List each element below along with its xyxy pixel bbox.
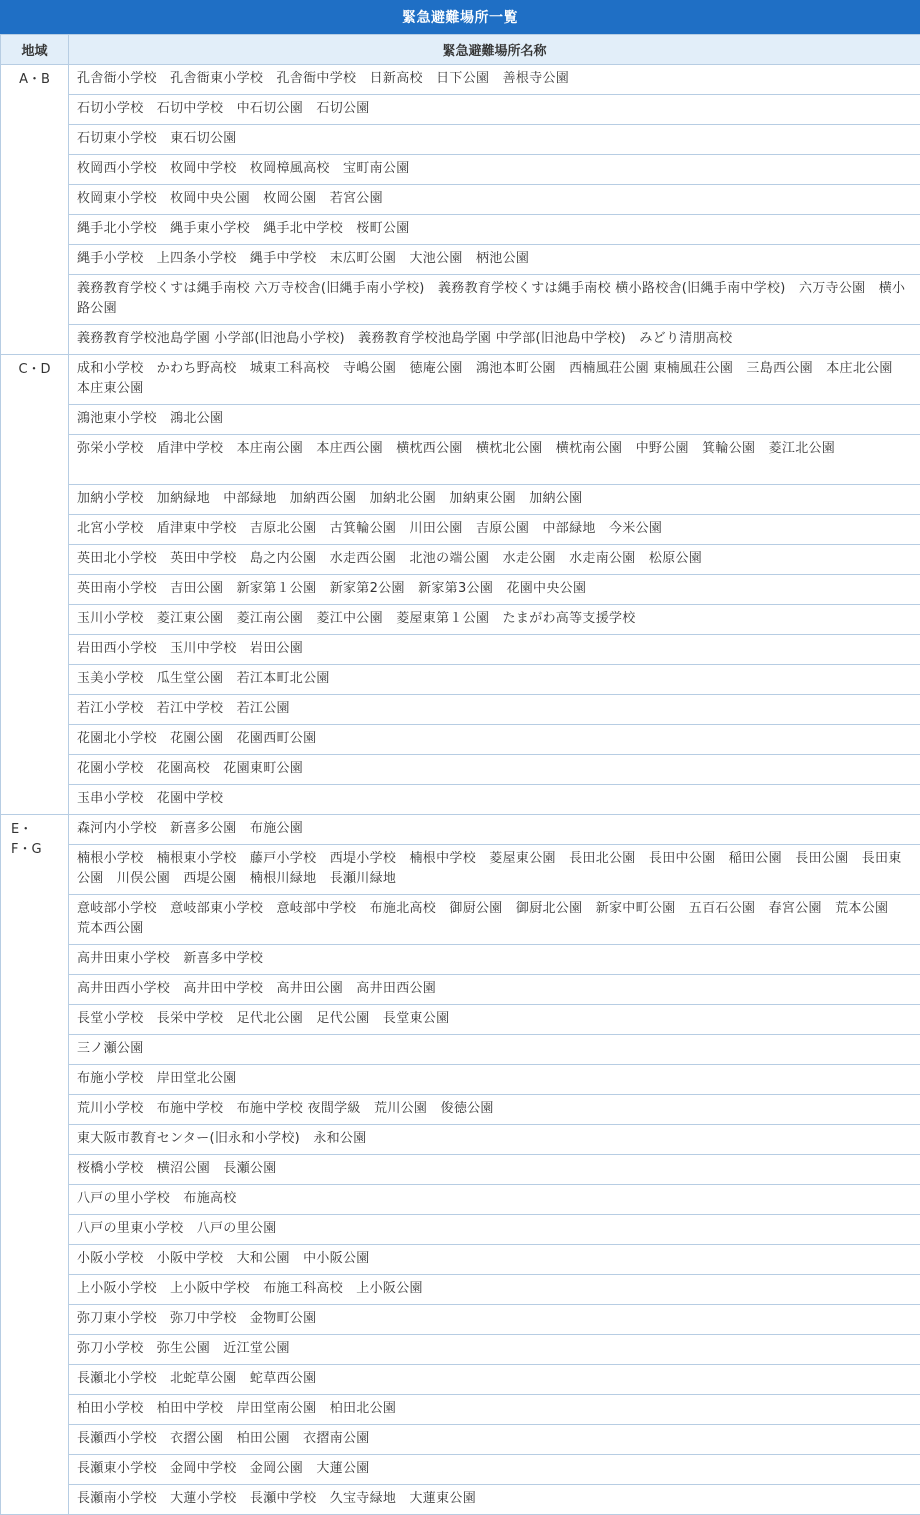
table-header-row <box>1 35 920 65</box>
site-list-cell: 加納小学校 加納緑地 中部緑地 加納西公園 加納北公園 加納東公園 加納公園 <box>69 485 920 515</box>
table-row <box>1 815 920 845</box>
site-list-cell: 成和小学校 かわち野高校 城東工科高校 寺嶋公園 徳庵公園 鴻池本町公園 西楠風荘公園 東楠風荘公園 三島西公園 本庄北公園 本庄東公園 <box>69 355 920 405</box>
site-list-cell: 柏田小学校 柏田中学校 岸田堂南公園 柏田北公園 <box>69 1395 920 1425</box>
site-list-cell: 弥刀小学校 弥生公園 近江堂公園 <box>69 1335 920 1365</box>
table-row <box>1 1125 920 1155</box>
site-list-cell: 花園小学校 花園高校 花園東町公園 <box>69 755 920 785</box>
table-row <box>1 325 920 355</box>
site-list-cell: 東大阪市教育センター(旧永和小学校) 永和公園 <box>69 1125 920 1155</box>
site-list-cell: 玉川小学校 菱江東公園 菱江南公園 菱江中公園 菱屋東第１公園 たまがわ高等支援学校 <box>69 605 920 635</box>
table-row <box>1 895 920 945</box>
table-row <box>1 1305 920 1335</box>
site-list-cell: 若江小学校 若江中学校 若江公園 <box>69 695 920 725</box>
site-list-cell: 弥刀東小学校 弥刀中学校 金物町公園 <box>69 1305 920 1335</box>
site-list-cell: 義務教育学校池島学園 小学部(旧池島小学校) 義務教育学校池島学園 中学部(旧池島中学校) みどり清朋高校 <box>69 325 920 355</box>
table-row <box>1 1095 920 1125</box>
site-list-cell: 上小阪小学校 上小阪中学校 布施工科高校 上小阪公園 <box>69 1275 920 1305</box>
table-row <box>1 725 920 755</box>
site-list-cell: 長瀬東小学校 金岡中学校 金岡公園 大蓮公園 <box>69 1455 920 1485</box>
site-list-cell: 長堂小学校 長栄中学校 足代北公園 足代公園 長堂東公園 <box>69 1005 920 1035</box>
site-list-cell: 枚岡西小学校 枚岡中学校 枚岡樟風高校 宝町南公園 <box>69 155 920 185</box>
site-list-cell: 縄手北小学校 縄手東小学校 縄手北中学校 桜町公園 <box>69 215 920 245</box>
site-list-cell: 石切小学校 石切中学校 中石切公園 石切公園 <box>69 95 920 125</box>
site-list-cell: 縄手小学校 上四条小学校 縄手中学校 末広町公園 大池公園 柄池公園 <box>69 245 920 275</box>
site-list-cell: 英田南小学校 吉田公園 新家第１公園 新家第2公園 新家第3公園 花園中央公園 <box>69 575 920 605</box>
table-row <box>1 435 920 485</box>
site-list-cell: 桜橋小学校 横沼公園 長瀬公園 <box>69 1155 920 1185</box>
table-row <box>1 1005 920 1035</box>
table-row <box>1 785 920 815</box>
table-row <box>1 1035 920 1065</box>
site-list-cell: 義務教育学校くすは縄手南校 六万寺校舎(旧縄手南小学校) 義務教育学校くすは縄手南校 横小路校舎(旧縄手南中学校) 六万寺公園 横小路公園 <box>69 275 920 325</box>
table-row <box>1 1395 920 1425</box>
site-list-cell: 長瀬南小学校 大蓮小学校 長瀬中学校 久宝寺緑地 大蓮東公園 <box>69 1485 920 1515</box>
table-row <box>1 65 920 95</box>
table-title: 緊急避難場所一覧 <box>0 0 920 34</box>
site-list-cell: 岩田西小学校 玉川中学校 岩田公園 <box>69 635 920 665</box>
table-row <box>1 605 920 635</box>
site-list-cell: 鴻池東小学校 鴻北公園 <box>69 405 920 435</box>
area-cell <box>1 355 69 815</box>
site-list-cell: 三ノ瀬公園 <box>69 1035 920 1065</box>
table-row <box>1 1155 920 1185</box>
table-row <box>1 945 920 975</box>
site-list-cell: 意岐部小学校 意岐部東小学校 意岐部中学校 布施北高校 御厨公園 御厨北公園 新家中町公園 五百石公園 春宮公園 荒本公園 荒本西公園 <box>69 895 920 945</box>
site-list-cell: 孔舎衙小学校 孔舎衙東小学校 孔舎衙中学校 日新高校 日下公園 善根寺公園 <box>69 65 920 95</box>
area-label: C・D <box>5 360 64 380</box>
table-row <box>1 155 920 185</box>
site-list-cell: 高井田西小学校 高井田中学校 高井田公園 高井田西公園 <box>69 975 920 1005</box>
table-row <box>1 845 920 895</box>
table-row <box>1 635 920 665</box>
site-list-cell: 玉美小学校 瓜生堂公園 若江本町北公園 <box>69 665 920 695</box>
area-label-line2: F・G <box>11 840 64 860</box>
table-row <box>1 1455 920 1485</box>
site-list-cell: 枚岡東小学校 枚岡中央公園 枚岡公園 若宮公園 <box>69 185 920 215</box>
site-list-cell: 小阪小学校 小阪中学校 大和公園 中小阪公園 <box>69 1245 920 1275</box>
area-cell <box>1 65 69 355</box>
table-row <box>1 1185 920 1215</box>
evacuation-site-table <box>0 34 920 1515</box>
table-row <box>1 545 920 575</box>
table-row <box>1 95 920 125</box>
table-row <box>1 1485 920 1515</box>
site-list-cell: 布施小学校 岸田堂北公園 <box>69 1065 920 1095</box>
site-list-cell: 花園北小学校 花園公園 花園西町公園 <box>69 725 920 755</box>
site-list-cell: 弥栄小学校 盾津中学校 本庄南公園 本庄西公園 横枕西公園 横枕北公園 横枕南公園 中野公園 箕輪公園 菱江北公園 <box>69 435 920 485</box>
site-list-cell: 玉串小学校 花園中学校 <box>69 785 920 815</box>
site-list-cell: 長瀬北小学校 北蛇草公園 蛇草西公園 <box>69 1365 920 1395</box>
site-list-cell: 森河内小学校 新喜多公園 布施公園 <box>69 815 920 845</box>
table-row <box>1 1425 920 1455</box>
table-row <box>1 275 920 325</box>
site-list-cell: 荒川小学校 布施中学校 布施中学校 夜間学級 荒川公園 俊徳公園 <box>69 1095 920 1125</box>
site-list-cell: 高井田東小学校 新喜多中学校 <box>69 945 920 975</box>
table-row <box>1 1065 920 1095</box>
site-list-cell: 八戸の里小学校 布施高校 <box>69 1185 920 1215</box>
table-row <box>1 1215 920 1245</box>
table-row <box>1 975 920 1005</box>
table-row <box>1 515 920 545</box>
table-row <box>1 1365 920 1395</box>
site-list-cell: 楠根小学校 楠根東小学校 藤戸小学校 西堤小学校 楠根中学校 菱屋東公園 長田北公園 長田中公園 稲田公園 長田公園 長田東公園 川俣公園 西堤公園 楠根川緑地 長瀬川緑地 <box>69 845 920 895</box>
area-label: A・B <box>5 70 64 90</box>
table-row <box>1 695 920 725</box>
table-row <box>1 1335 920 1365</box>
site-list-cell: 北宮小学校 盾津東中学校 吉原北公園 古箕輪公園 川田公園 吉原公園 中部緑地 今米公園 <box>69 515 920 545</box>
table-row <box>1 575 920 605</box>
table-row <box>1 1245 920 1275</box>
table-row <box>1 355 920 405</box>
site-list-cell: 英田北小学校 英田中学校 島之内公園 水走西公園 北池の端公園 水走公園 水走南公園 松原公園 <box>69 545 920 575</box>
header-area: 地域 <box>1 35 69 65</box>
area-label: E・ <box>11 820 64 840</box>
table-row <box>1 125 920 155</box>
header-name: 緊急避難場所名称 <box>69 35 920 65</box>
table-row <box>1 485 920 515</box>
area-cell <box>1 815 69 1515</box>
table-row <box>1 405 920 435</box>
table-body <box>1 65 920 1515</box>
site-list-cell: 八戸の里東小学校 八戸の里公園 <box>69 1215 920 1245</box>
table-row <box>1 185 920 215</box>
table-row <box>1 215 920 245</box>
table-row <box>1 245 920 275</box>
site-list-cell: 長瀬西小学校 衣摺公園 柏田公園 衣摺南公園 <box>69 1425 920 1455</box>
table-row <box>1 1275 920 1305</box>
table-row <box>1 755 920 785</box>
table-row <box>1 665 920 695</box>
site-list-cell: 石切東小学校 東石切公園 <box>69 125 920 155</box>
